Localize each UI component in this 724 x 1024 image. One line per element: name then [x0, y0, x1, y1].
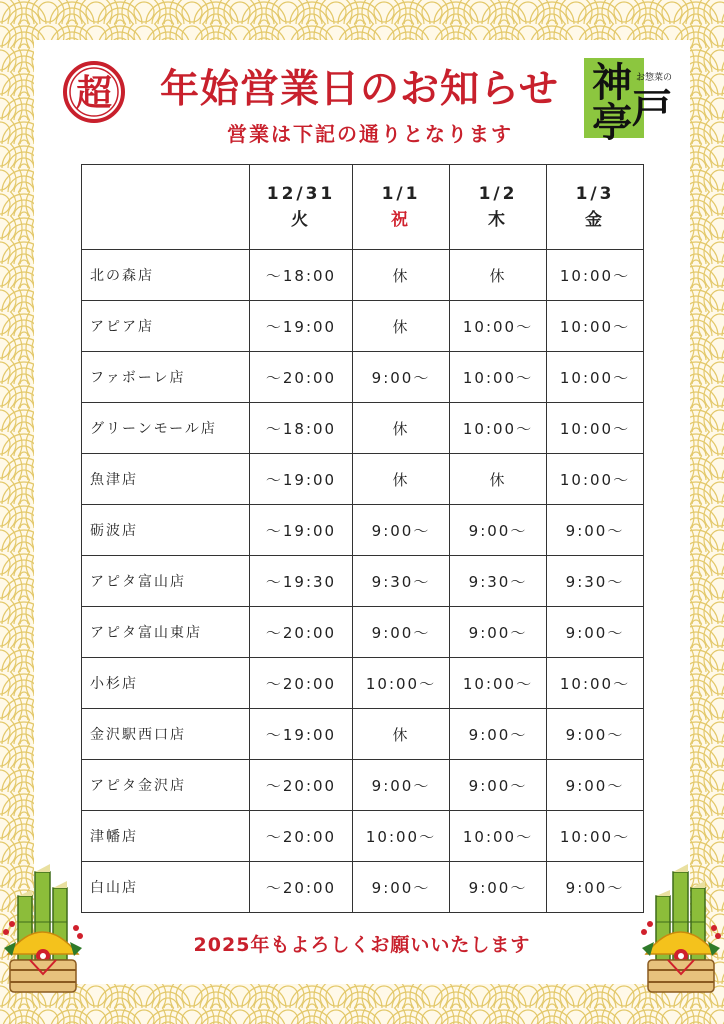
table-row	[82, 658, 644, 709]
store-name: アピタ富山東店	[82, 607, 250, 658]
hours-cell: 9:30～	[353, 556, 450, 607]
table-row	[82, 607, 644, 658]
hours-cell: 10:00～	[547, 250, 644, 301]
hours-cell: 休	[353, 454, 450, 505]
table-row	[82, 862, 644, 913]
store-name: 魚津店	[82, 454, 250, 505]
table-row	[82, 556, 644, 607]
hours-cell: 休	[450, 250, 547, 301]
hours-cell: 10:00～	[547, 403, 644, 454]
hours-cell: 9:00～	[353, 505, 450, 556]
header-cell: 1/3 金	[547, 165, 644, 250]
header-cell: 1/1 祝	[353, 165, 450, 250]
store-name: 白山店	[82, 862, 250, 913]
store-name: 金沢駅西口店	[82, 709, 250, 760]
hours-cell: 9:00～	[547, 862, 644, 913]
page-title: 年始営業日のお知らせ	[160, 67, 559, 112]
table-row	[82, 403, 644, 454]
page-subtitle: 営業は下記の通りとなります	[227, 122, 513, 146]
hours-cell: 10:00～	[353, 811, 450, 862]
store-name: グリーンモール店	[82, 403, 250, 454]
hours-cell: ～20:00	[250, 760, 353, 811]
hours-cell: 10:00～	[547, 301, 644, 352]
store-name: アピタ金沢店	[82, 760, 250, 811]
hours-cell: 9:00～	[547, 505, 644, 556]
hours-cell: 9:00～	[353, 607, 450, 658]
hours-cell: 休	[353, 403, 450, 454]
hours-cell: 9:00～	[450, 709, 547, 760]
hours-cell: 10:00～	[450, 352, 547, 403]
badge-icon	[62, 60, 126, 124]
hours-cell: 9:00～	[547, 760, 644, 811]
hours-cell: 休	[353, 301, 450, 352]
header-row	[82, 165, 644, 250]
hours-cell: 9:00～	[353, 862, 450, 913]
store-name: 砺波店	[82, 505, 250, 556]
hours-cell: ～20:00	[250, 658, 353, 709]
hours-cell: 10:00～	[450, 301, 547, 352]
hours-cell: ～20:00	[250, 607, 353, 658]
table-row	[82, 250, 644, 301]
badge-char: 超	[75, 73, 113, 114]
table-row	[82, 301, 644, 352]
hours-cell: ～19:00	[250, 454, 353, 505]
hours-cell: 9:00～	[547, 607, 644, 658]
header-cell: 12/31 火	[250, 165, 353, 250]
table-row	[82, 505, 644, 556]
hours-cell: 9:30～	[547, 556, 644, 607]
hours-cell: ～20:00	[250, 811, 353, 862]
header-corner	[82, 165, 250, 250]
hours-cell: 10:00～	[547, 454, 644, 505]
hours-cell: ～19:00	[250, 709, 353, 760]
header-cell: 1/2 木	[450, 165, 547, 250]
hours-cell: ～20:00	[250, 862, 353, 913]
company-logo	[584, 58, 676, 140]
table-row	[82, 811, 644, 862]
hours-cell: 10:00～	[353, 658, 450, 709]
hours-cell: 10:00～	[450, 658, 547, 709]
store-name: アピア店	[82, 301, 250, 352]
hours-cell: ～19:30	[250, 556, 353, 607]
hours-cell: 9:00～	[450, 607, 547, 658]
logo-char-bottom: 亭	[592, 100, 632, 140]
hours-cell: ～19:00	[250, 505, 353, 556]
hours-cell: ～19:00	[250, 301, 353, 352]
hours-cell: 9:30～	[450, 556, 547, 607]
hours-cell: 休	[450, 454, 547, 505]
table-row	[82, 709, 644, 760]
hours-cell: ～18:00	[250, 403, 353, 454]
hours-cell: 9:00～	[450, 760, 547, 811]
hours-cell: 9:00～	[353, 760, 450, 811]
schedule-table	[81, 164, 644, 913]
hours-cell: 9:00～	[450, 862, 547, 913]
hours-cell: 9:00～	[353, 352, 450, 403]
store-name: 小杉店	[82, 658, 250, 709]
hours-cell: ～18:00	[250, 250, 353, 301]
kadomatsu-left-icon	[2, 862, 84, 994]
table-row	[82, 454, 644, 505]
hours-cell: 9:00～	[547, 709, 644, 760]
table-row	[82, 352, 644, 403]
hours-cell: 10:00～	[450, 403, 547, 454]
footer-message: 2025年もよろしくお願いいたします	[193, 934, 531, 956]
hours-cell: 10:00～	[450, 811, 547, 862]
store-name: 津幡店	[82, 811, 250, 862]
hours-cell: 9:00～	[450, 505, 547, 556]
hours-cell: 休	[353, 709, 450, 760]
hours-cell: 10:00～	[547, 352, 644, 403]
hours-cell: 10:00～	[547, 658, 644, 709]
logo-small-text: お惣菜の	[635, 73, 673, 83]
hours-cell: 10:00～	[547, 811, 644, 862]
store-name: ファボーレ店	[82, 352, 250, 403]
hours-cell: 休	[353, 250, 450, 301]
store-name: アピタ富山店	[82, 556, 250, 607]
hours-cell: ～20:00	[250, 352, 353, 403]
store-name: 北の森店	[82, 250, 250, 301]
table-row	[82, 760, 644, 811]
logo-char-top: 神	[592, 60, 632, 106]
logo-char-side: 戸	[632, 86, 672, 132]
kadomatsu-right-icon	[640, 862, 722, 994]
